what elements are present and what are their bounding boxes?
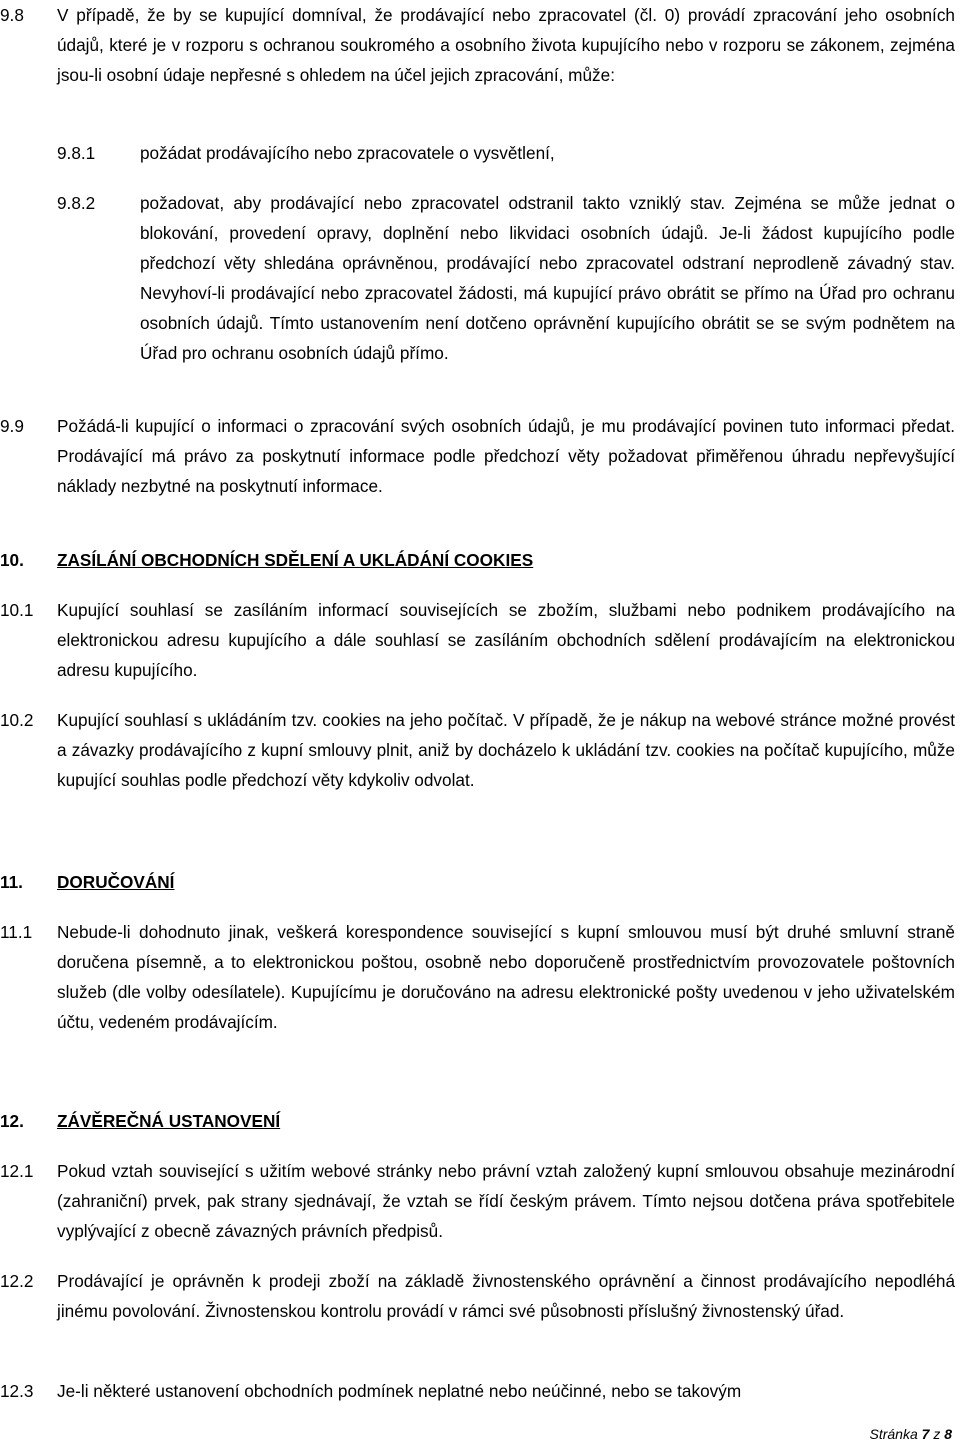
section-number: 9.9 [0,416,24,436]
page-separator: z [933,1426,941,1442]
page-current: 7 [921,1426,930,1442]
section-number: 12.1 [0,1161,34,1181]
page-total: 8 [944,1426,952,1442]
heading-number: 12. [0,1111,24,1131]
page-footer [869,1424,952,1444]
subsection-paragraph: požadovat, aby prodávající nebo zpracovatel odstranil takto vzniklý stav. Zejména se může jednat o blokování, provedení opravy, doplnění nebo likvidaci osobních údajů. Je-li žádost kupujícího podle předchozí věty shledána oprávněnou, prodávající nebo zpracovatel odstraní neprodleně závadný stav. Nevyhoví-li prodávající nebo zpracovatel žádosti, má kupující právo obrátit se přímo na Úřad pro ochranu osobních údajů. Tímto ustanovením není dotčeno oprávnění kupujícího obrátit se se svým podnětem na Úřad pro ochranu osobních údajů přímo. [140,193,955,363]
heading-number: 11. [0,872,23,892]
section-number: 9.8 [0,5,24,25]
section-number: 10.1 [0,600,34,620]
section-number: 12.3 [0,1381,34,1401]
section-paragraph: Požádá-li kupující o informaci o zpracování svých osobních údajů, je mu prodávající povinen tuto informaci předat. Prodávající má právo za poskytnutí informace podle předchozí věty požadovat přiměřenou úhradu nepřevyšující náklady nezbytné na poskytnutí informace. [57,416,955,496]
section-paragraph: Prodávající je oprávněn k prodeji zboží na základě živnostenského oprávnění a činnost prodávajícího nepodléhá jinému povolování. Živnostenskou kontrolu provádí v rámci své působnosti příslušný živnostenský úřad. [57,1271,955,1321]
section-heading: DORUČOVÁNÍ [57,872,175,892]
section-number: 12.2 [0,1271,34,1291]
section-paragraph: V případě, že by se kupující domníval, že prodávající nebo zpracovatel (čl. 0) provádí zpracování jeho osobních údajů, které je v rozporu s ochranou soukromého a osobního života kupujícího nebo v rozporu se zákonem, zejména jsou-li osobní údaje nepřesné s ohledem na účel jejich zpracování, může: [57,5,955,85]
section-paragraph: Kupující souhlasí s ukládáním tzv. cookies na jeho počítač. V případě, že je nákup na webové stránce možné provést a závazky prodávajícího z kupní smlouvy plnit, aniž by docházelo k ukládání tzv. cookies na počítač kupujícího, může kupující souhlas podle předchozí věty kdykoliv odvolat. [57,710,955,790]
section-heading: ZASÍLÁNÍ OBCHODNÍCH SDĚLENÍ A UKLÁDÁNÍ COOKIES [57,550,534,570]
subsection-number: 9.8.1 [57,143,96,163]
section-paragraph: Pokud vztah související s užitím webové stránky nebo právní vztah založený kupní smlouvou obsahuje mezinárodní (zahraniční) prvek, pak strany sjednávají, že vztah se řídí českým právem. Tímto nejsou dotčena práva spotřebitele vyplývající z obecně závazných právních předpisů. [57,1161,955,1241]
section-number: 11.1 [0,922,33,942]
page-label: Stránka [869,1426,918,1442]
subsection-paragraph: požádat prodávajícího nebo zpracovatele o vysvětlení, [140,143,555,163]
section-heading: ZÁVĚREČNÁ USTANOVENÍ [57,1111,281,1131]
section-paragraph: Je-li některé ustanovení obchodních podmínek neplatné nebo neúčinné, nebo se takovým [57,1381,742,1401]
subsection-number: 9.8.2 [57,193,96,213]
section-number: 10.2 [0,710,34,730]
heading-number: 10. [0,550,24,570]
section-paragraph: Kupující souhlasí se zasíláním informací souvisejících se zbožím, službami nebo podnikem prodávajícího na elektronickou adresu kupujícího a dále souhlasí se zasíláním obchodních sdělení prodávajícím na elektronickou adresu kupujícího. [57,600,955,680]
section-paragraph: Nebude-li dohodnuto jinak, veškerá korespondence související s kupní smlouvou musí být druhé smluvní straně doručena písemně, a to elektronickou poštou, osobně nebo doporučeně prostřednictvím provozovatele poštovních služeb (dle volby odesílatele). Kupujícímu je doručováno na adresu elektronické pošty uvedenou v jeho uživatelském účtu, vedeném prodávajícím. [57,922,955,1032]
